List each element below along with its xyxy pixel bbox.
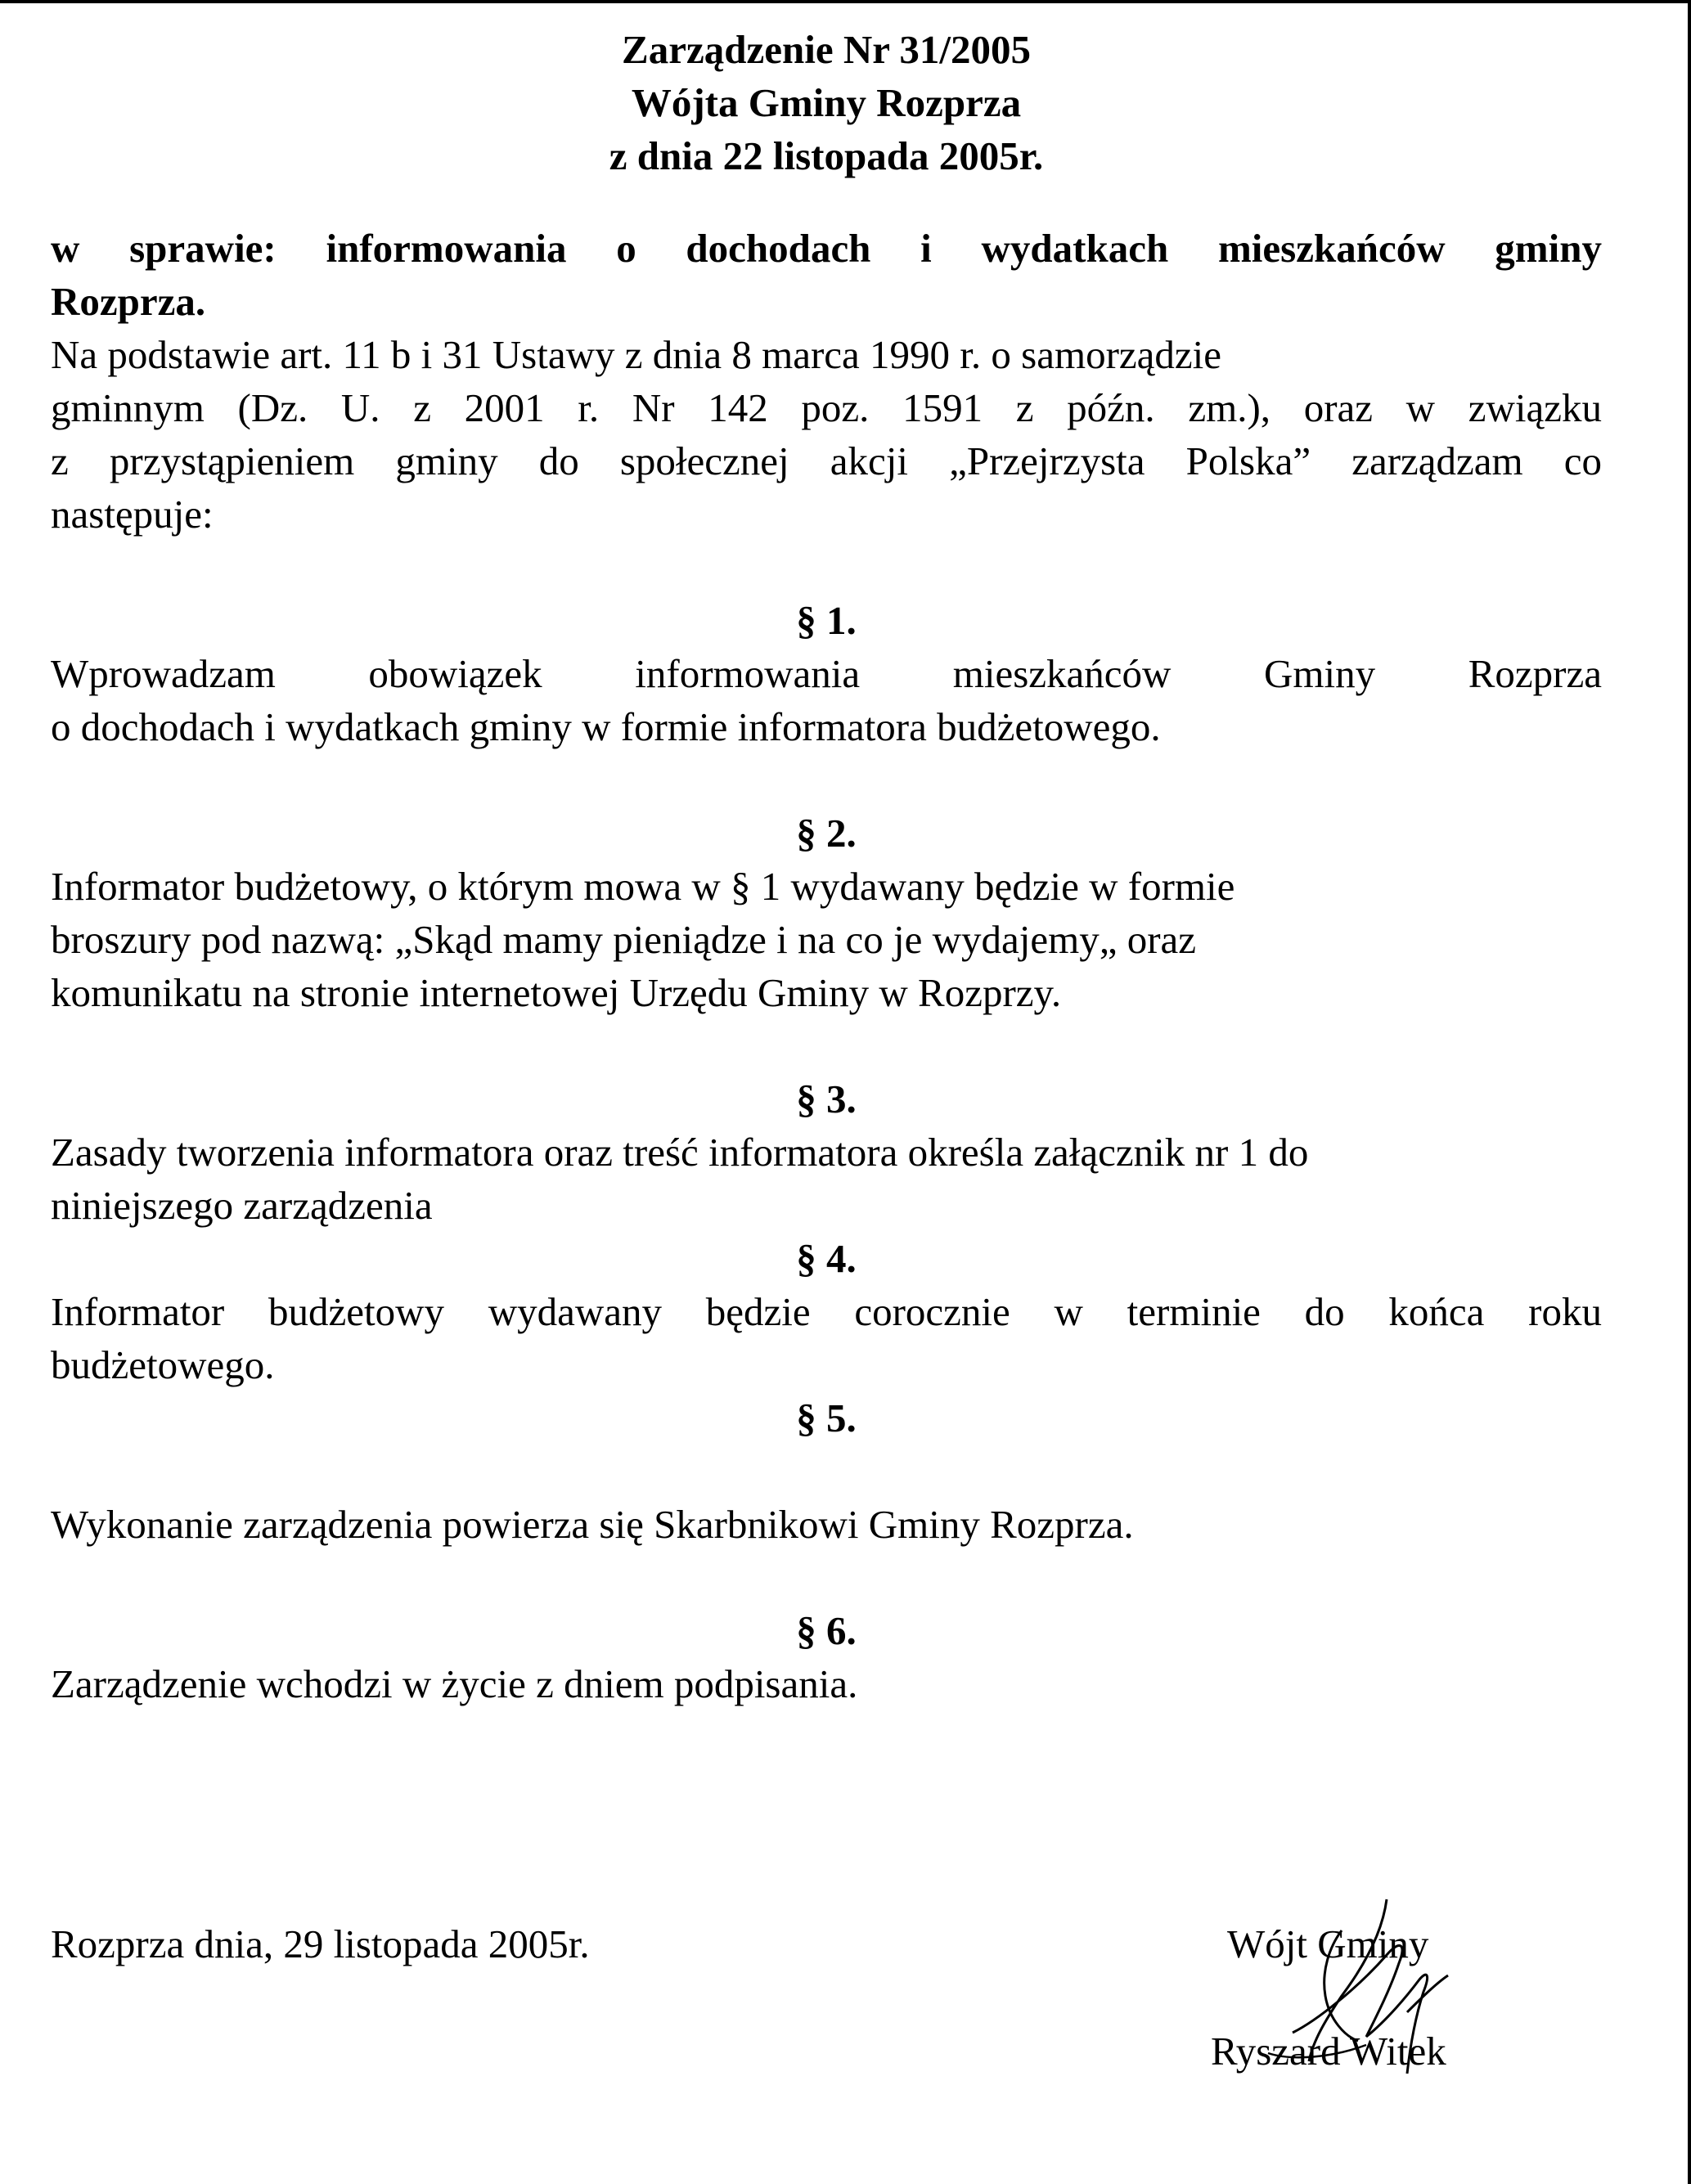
- preamble-line-3: z przystąpieniem gminy do społecznej akcji „Przejrzysta Polska” zarządzam co: [51, 438, 1602, 483]
- section-4: [51, 1232, 1602, 1391]
- section-5: [51, 1391, 1602, 1551]
- section-6: [51, 1604, 1602, 1710]
- section-text-line: Zarządzenie wchodzi w życie z dniem podpisania.: [51, 1661, 858, 1706]
- signature-block: [1211, 1898, 1554, 2110]
- section-mark: § 3.: [796, 1076, 857, 1121]
- subject-line-2: Rozprza.: [51, 279, 206, 324]
- section-mark: § 6.: [796, 1608, 857, 1653]
- section-text-line: Informator budżetowy wydawany będzie corocznie w terminie do końca roku: [51, 1289, 1602, 1334]
- section-text-line: Zasady tworzenia informatora oraz treść informatora określa załącznik nr 1 do: [51, 1130, 1309, 1175]
- section-text-line: o dochodach i wydatkach gminy w formie informatora budżetowego.: [51, 704, 1161, 749]
- header-issuer: Wójta Gminy Rozprza: [631, 80, 1022, 125]
- section-text-line: Wykonanie zarządzenia powierza się Skarbnikowi Gminy Rozprza.: [51, 1502, 1134, 1547]
- preamble: [51, 328, 1602, 541]
- subject-line-1: w sprawie: informowania o dochodach i wydatkach mieszkańców gminy: [51, 226, 1602, 271]
- section-mark: § 2.: [796, 811, 857, 856]
- handwritten-signature-icon: [1244, 1898, 1505, 2094]
- section-2: [51, 807, 1602, 1019]
- section-text-line: Informator budżetowy, o którym mowa w § 1 wydawany będzie w formie: [51, 864, 1235, 909]
- section-text-line: niniejszego zarządzenia: [51, 1183, 433, 1228]
- document-subject: [51, 222, 1602, 328]
- section-1: [51, 594, 1602, 753]
- preamble-line-1: Na podstawie art. 11 b i 31 Ustawy z dnia 8 marca 1990 r. o samorządzie: [51, 332, 1222, 377]
- place-and-date: Rozprza dnia, 29 listopada 2005r.: [51, 1921, 590, 1966]
- section-text-line: komunikatu na stronie internetowej Urzędu Gminy w Rozprzy.: [51, 970, 1062, 1015]
- header-title: Zarządzenie Nr 31/2005: [622, 27, 1031, 72]
- preamble-line-2: gminnym (Dz. U. z 2001 r. Nr 142 poz. 1591 z późn. zm.), oraz w związku: [51, 385, 1602, 430]
- section-mark: § 1.: [796, 598, 857, 643]
- header-date: z dnia 22 listopada 2005r.: [609, 133, 1044, 178]
- signatory-title: Wójt Gminy: [1227, 1921, 1429, 1966]
- section-text-line: broszury pod nazwą: „Skąd mamy pieniądze i na co je wydajemy„ oraz: [51, 917, 1197, 962]
- signatory-name: Ryszard Witek: [1211, 2029, 1446, 2074]
- section-text-line: Wprowadzam obowiązek informowania mieszkańców Gminy Rozprza: [51, 651, 1602, 696]
- section-mark: § 4.: [796, 1236, 857, 1281]
- section-text-line: budżetowego.: [51, 1342, 275, 1387]
- document-header: [51, 23, 1602, 182]
- preamble-line-4: następuje:: [51, 492, 214, 537]
- document-body: [51, 23, 1602, 1710]
- section-mark: § 5.: [796, 1395, 857, 1440]
- section-3: [51, 1072, 1602, 1232]
